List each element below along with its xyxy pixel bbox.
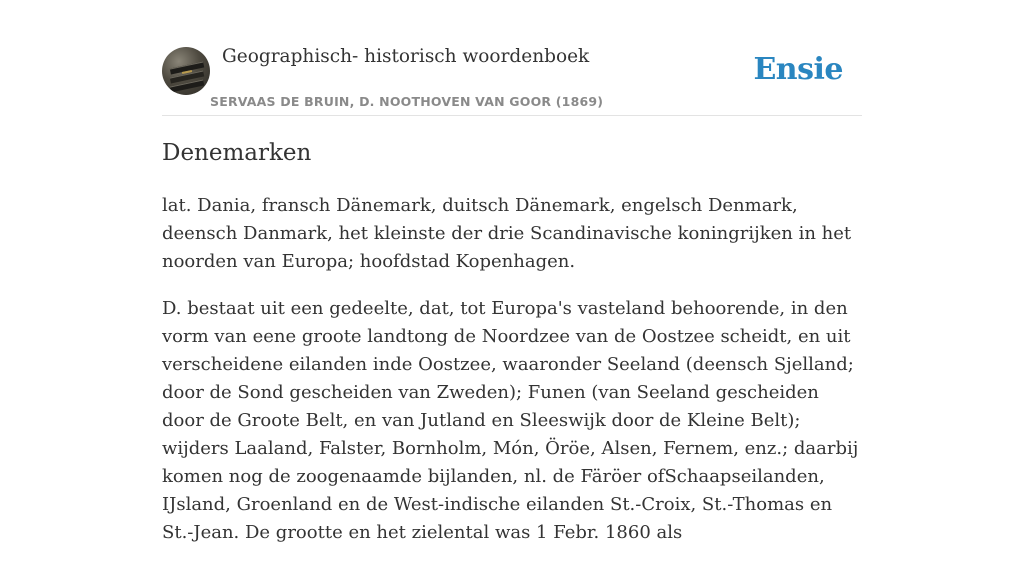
entry-paragraph: lat. Dania, fransch Dänemark, duitsch Dänemark, engelsch Denmark, deensch Danmark, het kleinste der drie Scandinavische koningrijken in het noorden van Europa; hoofdstad Kopenhagen. [162,195,852,272]
book-title[interactable]: Geographisch- historisch woordenboek [222,46,590,67]
book-cover-avatar[interactable] [162,47,210,95]
entry-title: Denemarken [162,140,312,166]
entry-body [162,192,862,566]
book-header [162,0,862,116]
entry-paragraph: D. bestaat uit een gedeelte, dat, tot Europa's vasteland behoorende, in den vorm van eene groote landtong de Noordzee van de Oostzee scheidt, en uit verscheidene eilanden inde Oostzee, waaronder Seeland (deensch Sjelland; door de Sond gescheiden van Zweden); Funen (van Seeland gescheiden door de Groote Belt, en van Jutland en Sleeswijk door de Kleine Belt); wijders Laaland, Falster, Bornholm, Món, Öröe, Alsen, Fernem, enz.; daarbij komen nog de zoogenaamde bijlanden, nl. de Färöer ofSchaapseilanden, IJsland, Groenland en de West-indische eilanden St.-Croix, St.-Thomas en St.-Jean. De grootte en het zielental was 1 Febr. 1860 als [162,298,859,543]
ensie-logo-link[interactable]: Ensie [753,52,843,87]
page-container [162,0,862,543]
book-authors-year: SERVAAS DE BRUIN, D. NOOTHOVEN VAN GOOR (1869) [210,94,604,109]
